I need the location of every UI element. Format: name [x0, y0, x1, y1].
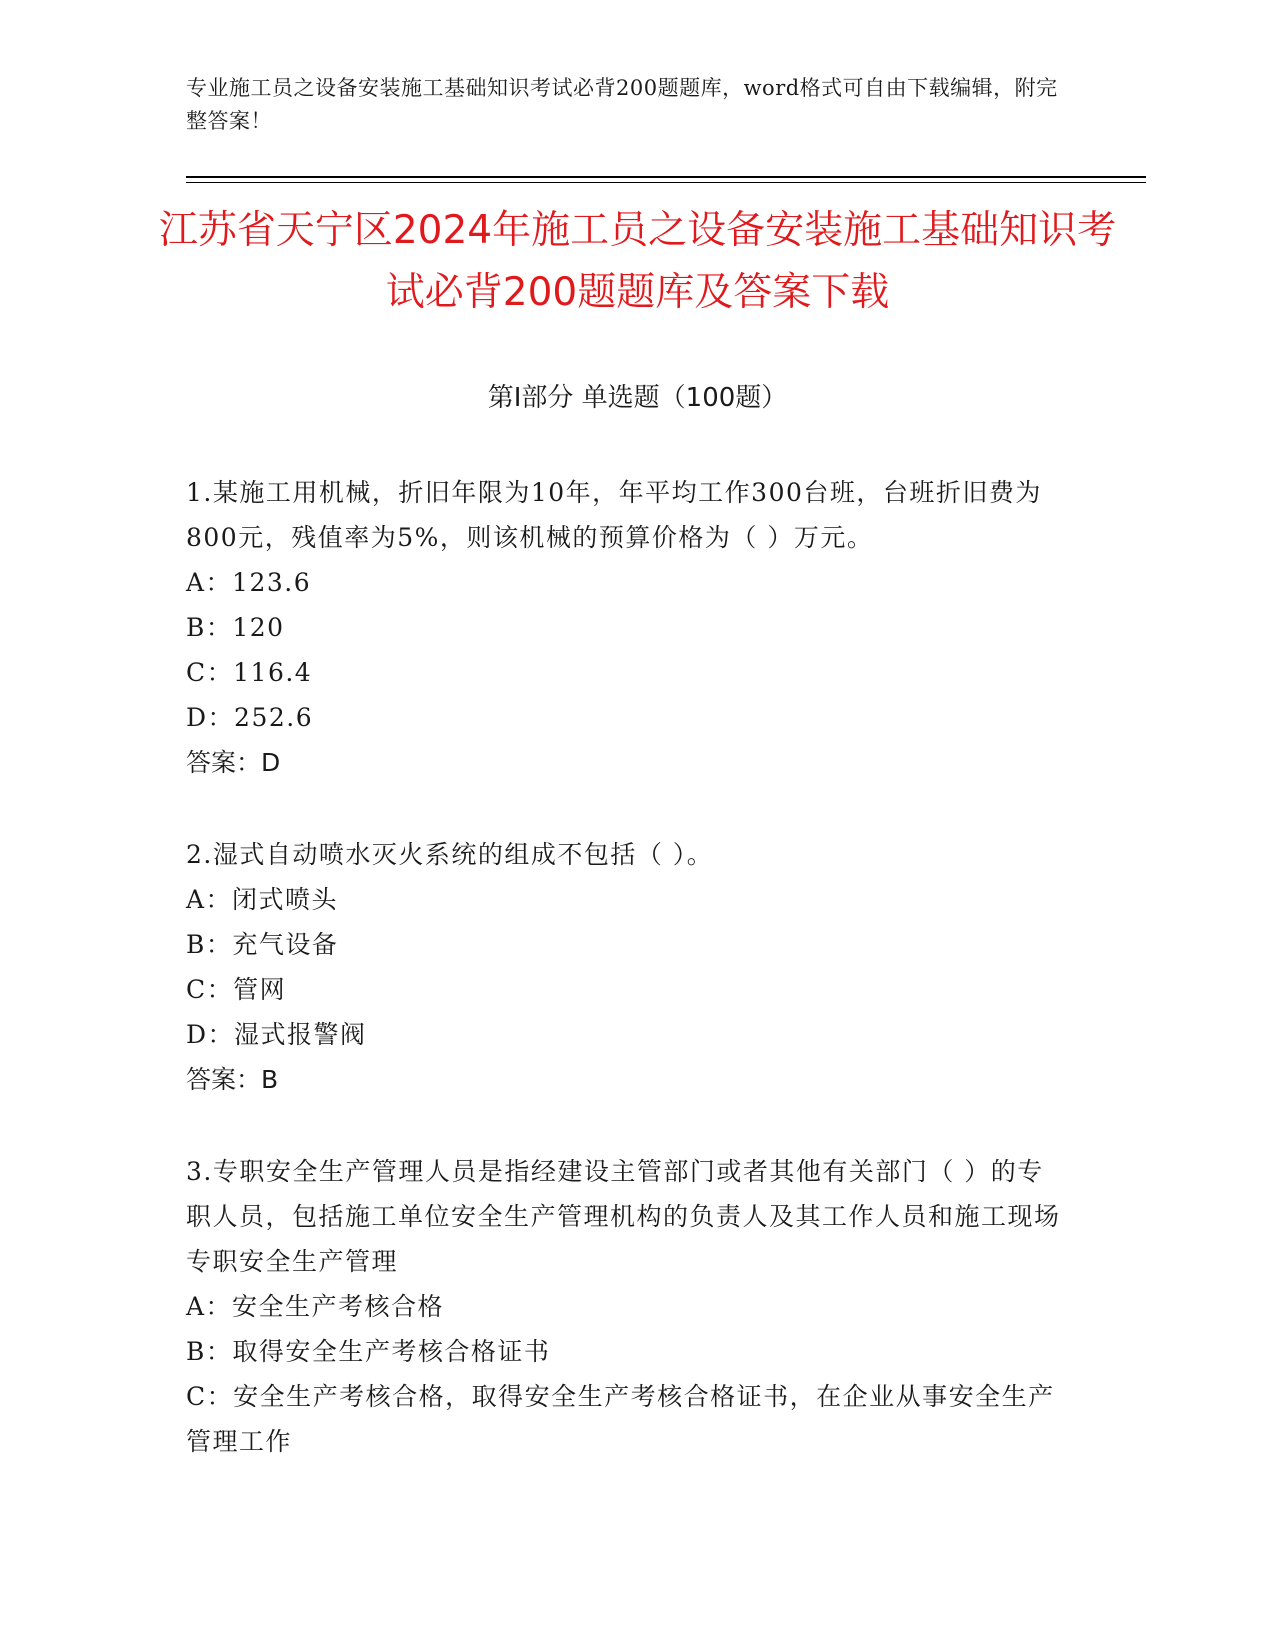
question-3	[186, 1149, 1066, 1464]
question-1	[186, 470, 1066, 785]
option-a: A：123.6	[186, 568, 312, 597]
header-note: 专业施工员之设备安装施工基础知识考试必背200题题库，word格式可自由下载编辑，附完整答案！	[186, 76, 1058, 133]
option-d: D：252.6	[186, 703, 314, 732]
question-stem: 1.某施工用机械，折旧年限为10年，年平均工作300台班，台班折旧费为800元，残值率为5%，则该机械的预算价格为（ ）万元。	[186, 478, 1042, 552]
option-c: C：管网	[186, 975, 287, 1004]
question-stem: 2.湿式自动喷水灭火系统的组成不包括（ ）。	[186, 840, 714, 869]
option-b: B：120	[186, 613, 285, 642]
document-title: 江苏省天宁区2024年施工员之设备安装施工基础知识考试必背200题题库及答案下载	[158, 208, 1117, 315]
header-rule-thin	[186, 182, 1146, 183]
option-a: A：闭式喷头	[186, 885, 339, 914]
question-list	[186, 470, 1066, 1511]
answer: 答案：B	[186, 1065, 279, 1094]
header-rule-thick	[186, 176, 1146, 178]
option-b: B：取得安全生产考核合格证书	[186, 1337, 551, 1366]
option-a: A：安全生产考核合格	[186, 1292, 445, 1321]
answer: 答案：D	[186, 748, 281, 777]
question-stem: 3.专职安全生产管理人员是指经建设主管部门或者其他有关部门（ ）的专职人员，包括施工单位安全生产管理机构的负责人及其工作人员和施工现场专职安全生产管理	[186, 1157, 1061, 1276]
option-c: C：安全生产考核合格，取得安全生产考核合格证书，在企业从事安全生产管理工作	[186, 1382, 1055, 1456]
section-title: 第I部分 单选题（100题）	[487, 383, 788, 413]
option-c: C：116.4	[186, 658, 313, 687]
option-d: D：湿式报警阀	[186, 1020, 367, 1049]
option-b: B：充气设备	[186, 930, 339, 959]
question-2	[186, 832, 1066, 1102]
